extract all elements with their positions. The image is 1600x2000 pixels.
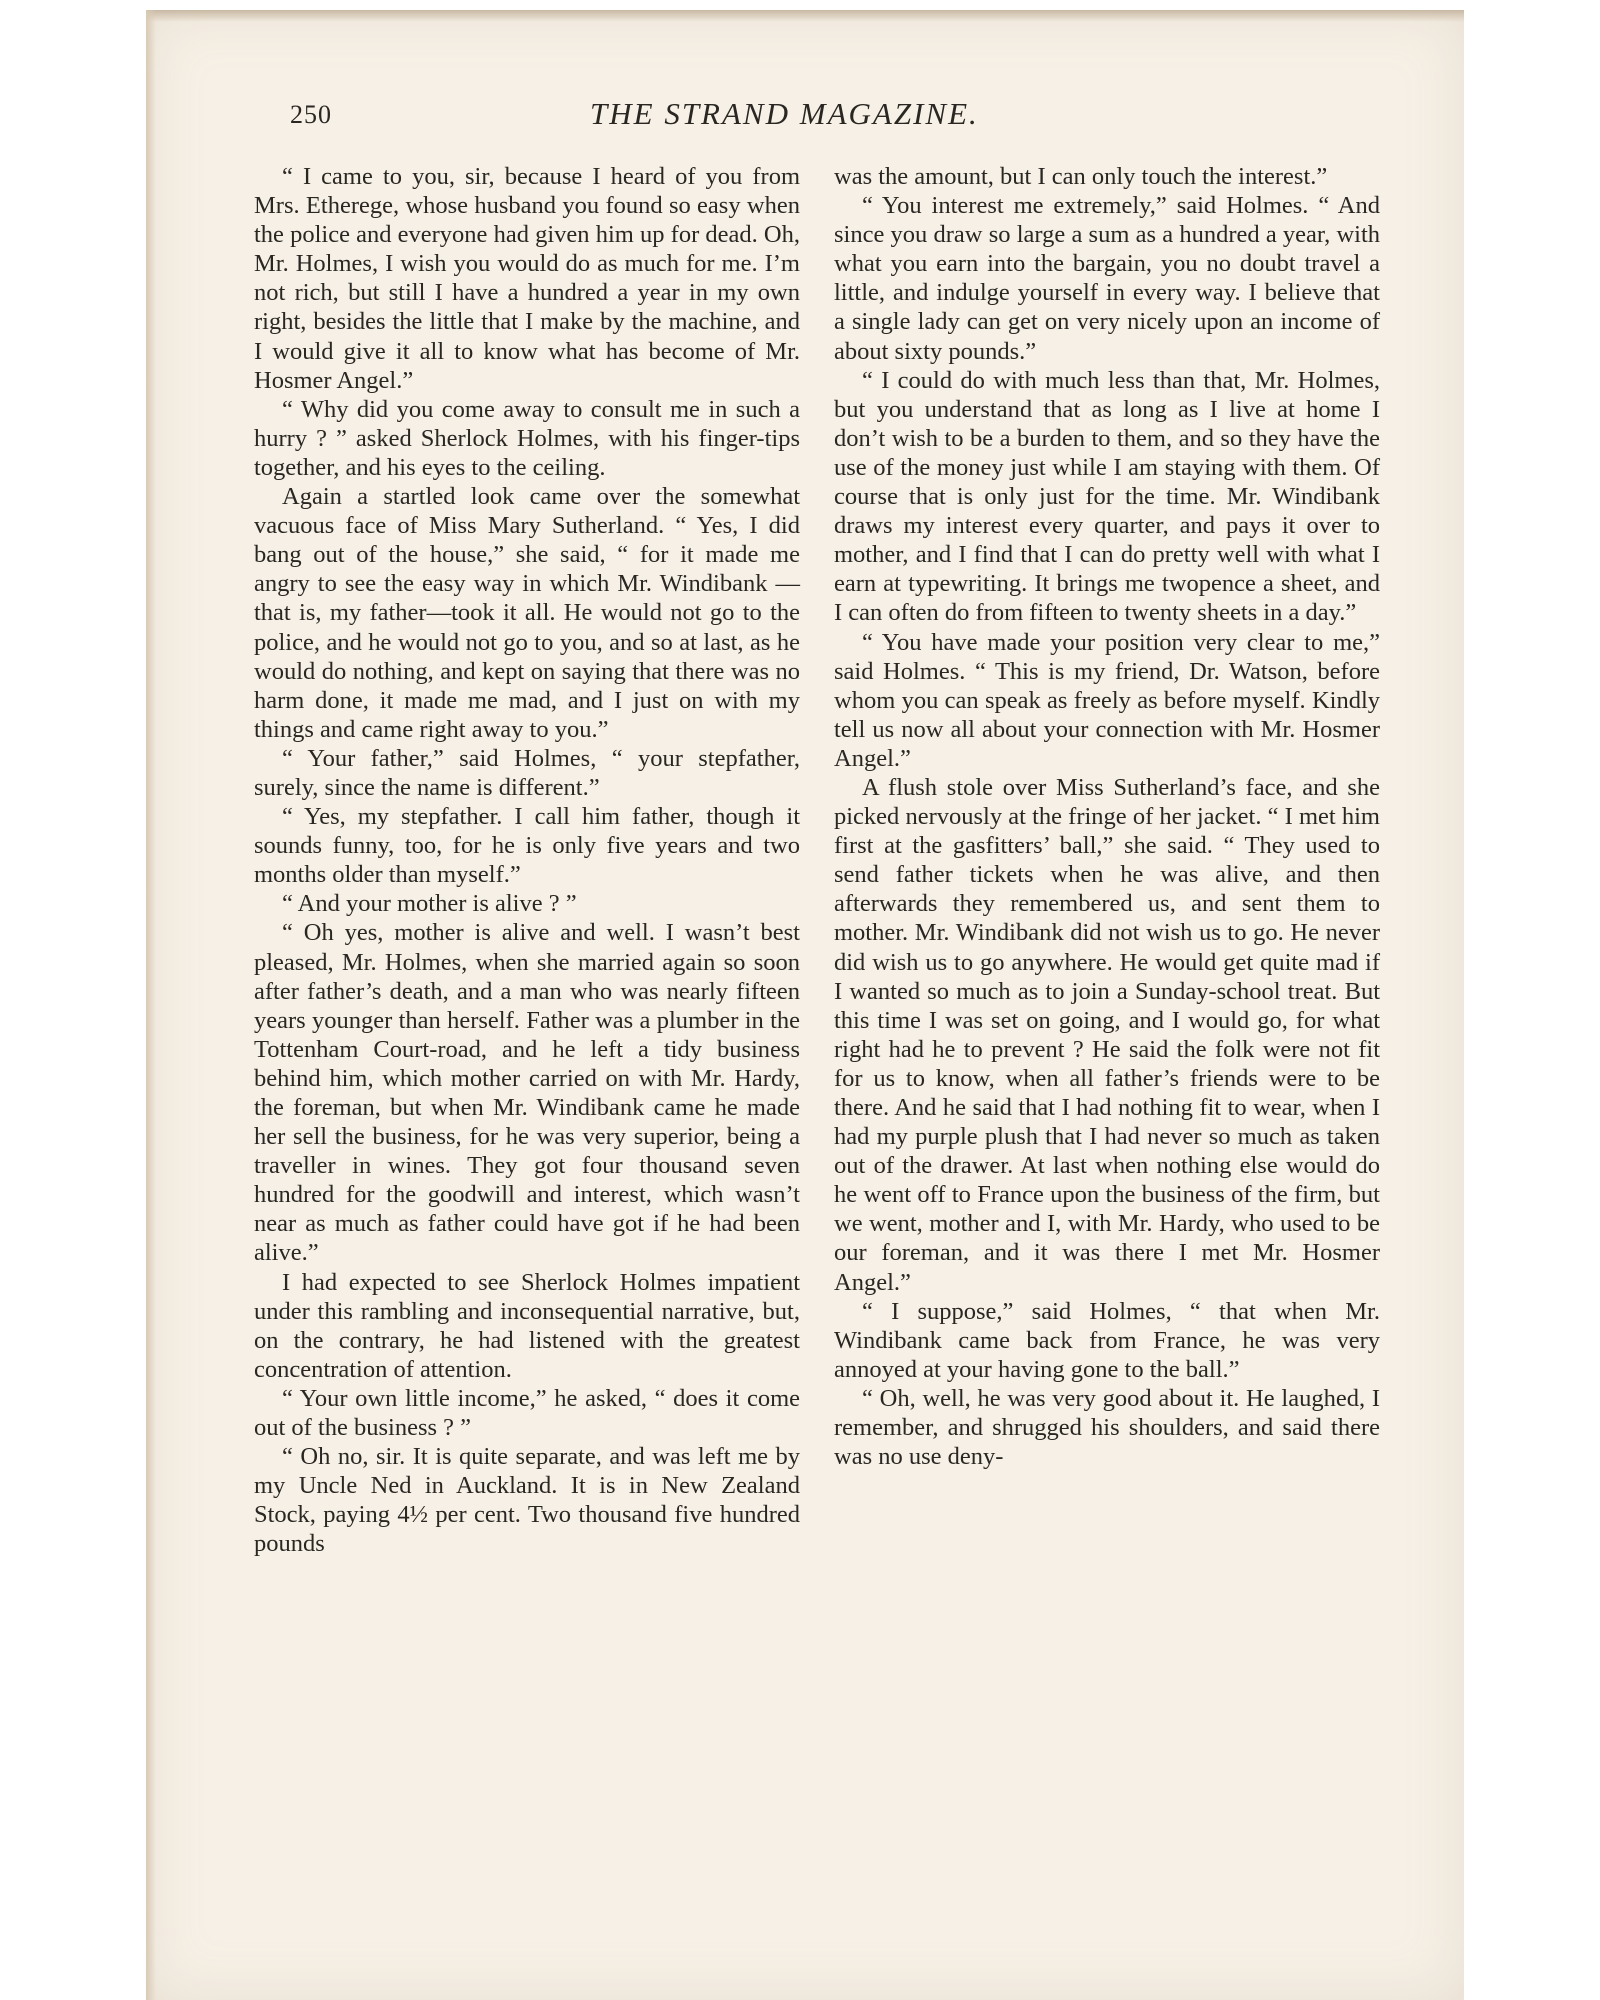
page-number: 250	[290, 100, 332, 129]
paragraph: “ Why did you come away to consult me in such a hurry ? ” asked Sherlock Holmes, with his finger-tips together, and his eyes to the ceiling.	[254, 395, 800, 481]
paragraph: “ Oh, well, he was very good about it. He laughed, I remember, and shrugged his shoulders, and said there was no use deny-	[834, 1384, 1380, 1471]
paragraph: “ And your mother is alive ? ”	[282, 890, 577, 918]
paragraph: I had expected to see Sherlock Holmes impatient under this rambling and inconsequential narrative, but, on the contrary, he had listened with the greatest concentration of attention.	[254, 1268, 800, 1383]
page-header	[290, 96, 1390, 140]
paragraph: “ Your father,” said Holmes, “ your stepfather, surely, since the name is different.”	[254, 744, 800, 801]
paragraph: “ Yes, my stepfather. I call him father, though it sounds funny, too, for he is only five years and two months older than myself.”	[254, 803, 800, 889]
paragraph: “ You interest me extremely,” said Holmes. “ And since you draw so large a sum as a hundred a year, with what you earn into the bargain, you no doubt travel a little, and indulge yourself in every way. I believe that a single lady can get on very nicely upon an income of about sixty pounds.”	[834, 192, 1380, 365]
left-column	[254, 162, 800, 1559]
page-left-edge	[146, 10, 156, 2000]
paragraph: A flush stole over Miss Sutherland’s face, and she picked nervously at the fringe of her jacket. “ I met him first at the gasfitters’ ball,” she said. “ They used to send father tickets when he was alive, and then afterwards they remembered us, and sent them to mother. Mr. Windibank did not wish us to go. He never did wish us to go anywhere. He would get quite mad if I wanted so much as to join a Sunday-school treat. But this time I was set on going, and I would go, for what right had he to prevent ? He said the folk were not fit for us to know, when all father’s friends were to be there. And he said that I had nothing fit to wear, when I had my purple plush that I had never so much as taken out of the drawer. At last when nothing else would do he went off to France upon the business of the firm, but we went, mother and I, with Mr. Hardy, who used to be our foreman, and it was there I met Mr. Hosmer Angel.”	[834, 773, 1380, 1296]
running-title: THE STRAND MAGAZINE.	[590, 96, 979, 131]
continued-paragraph: was the amount, but I can only touch the interest.”	[834, 163, 1328, 190]
paragraph: “ You have made your position very clear to me,” said Holmes. “ This is my friend, Dr. Watson, before whom you can speak as freely as before myself. Kindly tell us now all about your connection with Mr. Hosmer Angel.”	[834, 628, 1380, 772]
paragraph: Again a startled look came over the somewhat vacuous face of Miss Mary Sutherland. “ Yes, I did bang out of the house,” she said, “ for it made me angry to see the easy way in which Mr. Windibank —that is, my father—took it all. He would not go to the police, and he would not go to you, and so at last, as he would do nothing, and kept on saying that there was no harm done, it made me mad, and I just on with my things and came right away to you.”	[254, 483, 800, 743]
paragraph: “ Oh no, sir. It is quite separate, and was left me by my Uncle Ned in Auckland. It is in New Zealand Stock, paying 4½ per cent. Two thousand five hundred pounds	[254, 1443, 800, 1558]
paragraph: “ I suppose,” said Holmes, “ that when Mr. Windibank came back from France, he was very annoyed at your having gone to the ball.”	[834, 1297, 1380, 1383]
paragraph: “ Oh yes, mother is alive and well. I wasn’t best pleased, Mr. Holmes, when she married again so soon after father’s death, and a man who was nearly fifteen years younger than herself. Father was a plumber in the Tottenham Court-road, and he left a tidy business behind him, which mother carried on with Mr. Hardy, the foreman, but when Mr. Windibank came he made her sell the business, for he was very superior, being a traveller in wines. They got four thousand seven hundred for the goodwill and interest, which wasn’t near as much as father could have got if he had been alive.”	[254, 919, 800, 1267]
right-column	[834, 162, 1380, 1471]
paragraph: “ Your own little income,” he asked, “ does it come out of the business ? ”	[254, 1384, 800, 1442]
paragraph: “ I could do with much less than that, Mr. Holmes, but you understand that as long as I live at home I don’t wish to be a burden to them, and so they have the use of the money just while I am staying with them. Of course that is only just for the time. Mr. Windibank draws my interest every quarter, and pays it over to mother, and I find that I can do pretty well with what I earn at typewriting. It brings me twopence a sheet, and I can often do from fifteen to twenty sheets in a day.”	[834, 366, 1380, 627]
page-top-edge	[146, 10, 1464, 22]
paragraph: “ I came to you, sir, because I heard of you from Mrs. Etherege, whose husband you found so easy when the police and everyone had given him up for dead. Oh, Mr. Holmes, I wish you would do as much for me. I’m not rich, but still I have a hundred a year in my own right, besides the little that I make by the machine, and I would give it all to know what has become of Mr. Hosmer Angel.”	[254, 163, 800, 394]
